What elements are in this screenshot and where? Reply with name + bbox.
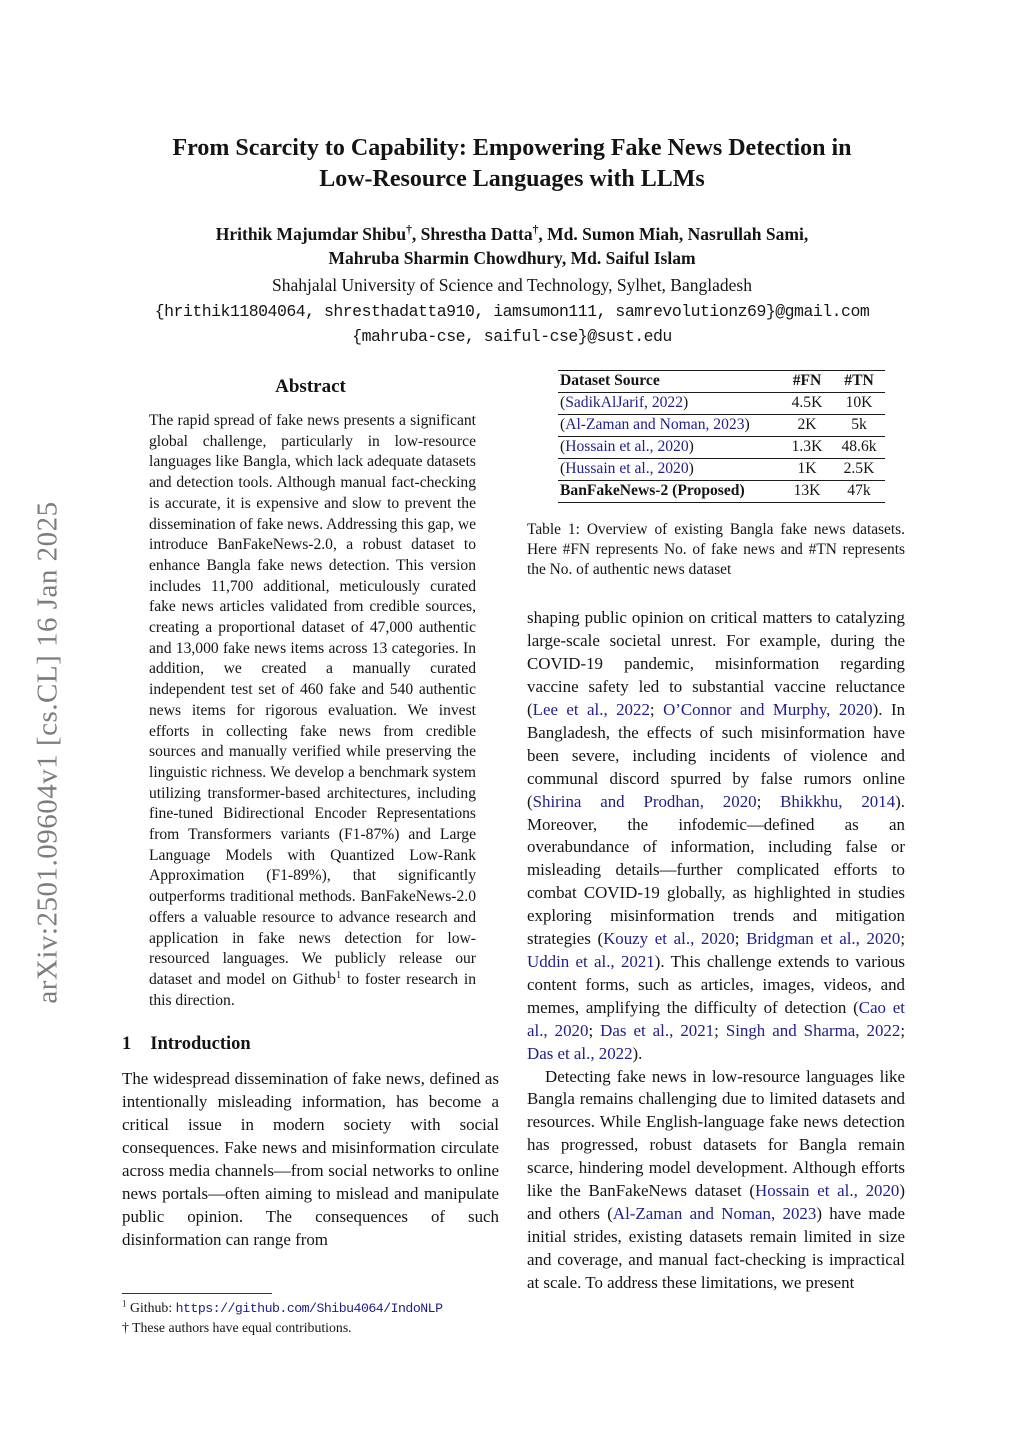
section-number: 1: [122, 1034, 132, 1055]
dataset-source-cell: (Hussain et al., 2020): [560, 460, 694, 477]
fn-cell: 13K: [793, 482, 821, 499]
paper-title-line1: From Scarcity to Capability: Empowering Fake News Detection in: [172, 135, 852, 161]
citation-link[interactable]: Al-Zaman and Noman, 2023: [565, 416, 745, 433]
citation-link[interactable]: Hussain et al., 2020: [565, 460, 689, 477]
tn-cell: 47k: [847, 482, 871, 499]
column-header-tn: #TN: [844, 372, 874, 389]
citation-link[interactable]: Kouzy et al., 2020: [603, 929, 735, 949]
paper-title: [0, 133, 1024, 195]
citation-link[interactable]: Shirina and Prodhan, 2020: [532, 791, 757, 811]
github-url-link[interactable]: https://github.com/Shibu4064/IndoNLP: [175, 1301, 443, 1316]
table-row: [558, 393, 885, 415]
right-column: [527, 370, 905, 1295]
text-segment: ). Moreover, the infodemic—defined as an overabundance of information, including false or misleading details—further complicated efforts to combat COVID-19 globally, as highlighted in studies exploring misinformation trends and mitigation strategies (: [527, 791, 905, 949]
author-list: [0, 222, 1024, 270]
left-column: [122, 372, 499, 1252]
text-segment: Detecting fake news in low-resource languages like Bangla remains challenging due to limited datasets and resources. While English-language fake news detection has progressed, robust datasets for Bangla remain scarce, hindering model development. Although efforts like the BanFakeNews dataset (: [527, 1066, 905, 1201]
citation-link[interactable]: Uddin et al., 2021: [527, 951, 655, 971]
text-segment: ). In Bangladesh, the effects of such misinformation have been severe, including incidents of violence and communal discord spurred by false rumors online (: [527, 700, 906, 811]
citation-link[interactable]: Hossain et al., 2020: [565, 438, 689, 455]
citation-link[interactable]: Cao et al., 2020: [527, 997, 905, 1040]
tn-cell: 48.6k: [841, 438, 877, 455]
citation-link[interactable]: Bridgman et al., 2020: [746, 929, 901, 949]
abstract-text: [149, 411, 476, 1011]
paper-header: [0, 133, 1024, 349]
superscript-marker: †: [406, 224, 412, 237]
text-segment: to foster research in this direction.: [149, 970, 477, 1009]
superscript-marker: 1: [122, 1298, 127, 1309]
datasets-table: [558, 370, 885, 503]
dataset-source-cell: (Hossain et al., 2020): [560, 438, 694, 455]
text-segment: ;: [734, 929, 747, 949]
section-heading-introduction: [122, 1034, 499, 1055]
arxiv-watermark: arXiv:2501.09604v1 [cs.CL] 16 Jan 2025: [31, 501, 64, 1004]
column-header-dataset-source: Dataset Source: [560, 372, 660, 389]
fn-cell: 1.3K: [791, 438, 823, 455]
superscript-marker: †: [532, 224, 539, 237]
text-segment: ).: [632, 1043, 643, 1063]
author-line-2: Mahruba Sharmin Chowdhury, Md. Saiful Islam: [328, 248, 696, 268]
table-caption: Table 1: Overview of existing Bangla fake news datasets. Here #FN represents No. of fake news and #TN represents the No. of authentic news dataset: [527, 521, 905, 578]
fn-cell: 1K: [797, 460, 817, 477]
tn-cell: 10K: [845, 394, 873, 411]
superscript-marker: 1: [335, 969, 342, 981]
fn-cell: 2K: [797, 416, 817, 433]
text-segment: shaping public opinion on critical matters to catalyzing large-scale societal unrest. For example, during the COVID-19 pandemic, misinformation regarding vaccine safety led to substantial vaccine reluctance (: [527, 608, 905, 720]
text-segment: Hrithik Majumdar Shibu: [215, 224, 407, 244]
citation-link[interactable]: Bhikkhu, 2014: [780, 791, 896, 811]
dataset-source-cell: (SadikAlJarif, 2022): [560, 394, 689, 411]
email-line-2: {mahruba-cse, saiful-cse}@sust.edu: [352, 327, 672, 346]
paper-title-line2: Low-Resource Languages with LLMs: [319, 166, 705, 192]
footnote-rule: [122, 1293, 272, 1294]
email-line-1: {hrithik11804064, shresthadatta910, iamsumon111, samrevolutionz69}@gmail.com: [154, 302, 870, 321]
text-segment: ;: [900, 929, 906, 949]
citation-link[interactable]: SadikAlJarif, 2022: [565, 394, 684, 411]
affiliation: Shahjalal University of Science and Technology, Sylhet, Bangladesh: [272, 275, 752, 295]
text-segment: ;: [900, 1020, 906, 1040]
column-header-fn: #FN: [792, 372, 822, 389]
body-paragraph-1: [527, 607, 905, 1065]
table-header-row: [558, 371, 885, 393]
abstract-heading: Abstract: [275, 376, 346, 397]
dataset-source-cell: BanFakeNews-2 (Proposed): [560, 482, 745, 499]
citation-link[interactable]: Singh and Sharma, 2022: [725, 1020, 901, 1040]
text-segment: , Shrestha Datta: [411, 224, 533, 244]
citation-link[interactable]: Hossain et al., 2020: [755, 1181, 900, 1201]
section-title: Introduction: [150, 1034, 251, 1055]
table-row: [558, 481, 885, 503]
table-row: [558, 437, 885, 459]
author-line-1: [0, 222, 1024, 246]
citation-link[interactable]: Das et al., 2021: [600, 1020, 715, 1040]
author-emails: [0, 299, 1024, 349]
table-row: [558, 459, 885, 481]
table-row: [558, 415, 885, 437]
text-segment: ;: [756, 791, 781, 811]
body-paragraph-2: [527, 1066, 905, 1295]
text-segment: , Md. Sumon Miah, Nasrullah Sami,: [538, 224, 809, 244]
text-segment: Github:: [126, 1300, 176, 1315]
introduction-paragraph: The widespread dissemination of fake news, defined as intentionally misleading information, has become a critical issue in modern society with social consequences. Fake news and misinformation circulate across media channels—from social networks to online news portals—often aiming to mislead and manipulate public opinion. The consequences of such disinformation can range from: [122, 1069, 499, 1249]
text-segment: ). This challenge extends to various content forms, such as articles, images, videos, and memes, amplifying the difficulty of detection (: [527, 951, 905, 1017]
dataset-source-cell: (Al-Zaman and Noman, 2023): [560, 416, 750, 433]
tn-cell: 5k: [851, 416, 867, 433]
text-segment: ;: [588, 1020, 601, 1040]
text-segment: ;: [649, 700, 664, 720]
datasets-table-body: [558, 393, 885, 503]
fn-cell: 4.5K: [791, 394, 823, 411]
citation-link[interactable]: Das et al., 2022: [527, 1043, 633, 1063]
text-segment: ) and others (: [527, 1181, 905, 1223]
footnote-github: [122, 1299, 499, 1319]
text-segment: The rapid spread of fake news presents a significant global challenge, particularly in low-resource languages like Bangla, which lack adequate datasets and detection tools. Although manual fact-checking is accurate, it is expensive and slow to prevent the dissemination of fake news. Addressing this gap, we introduce BanFakeNews-2.0, a robust dataset to enhance Bangla fake news detection. This version includes 11,700 additional, meticulously curated fake news articles validated from credible sources, creating a proportional dataset of 47,000 authentic and 13,000 fake news items across 13 categories. In addition, we created a manually curated independent test set of 460 fake and 540 authentic news items for rigorous evaluation. We invest efforts in collecting fake news from credible sources and manually verified while preserving the linguistic richness. We develop a benchmark system utilizing transformer-based architectures, including fine-tuned Bidirectional Encoder Representations from Transformers variants (F1-87%) and Large Language Models with Quantized Low-Rank Approximation (F1-89%), that significantly outperforms traditional methods. BanFakeNews-2.0 offers a valuable resource to advance research and application in fake news detection for low-resourced languages. We publicly release our dataset and model on Github: [149, 412, 476, 988]
footnote-block: [122, 1293, 499, 1337]
citation-link[interactable]: Al-Zaman and Noman, 2023: [612, 1203, 817, 1223]
text-segment: ) have made initial strides, existing datasets remain limited in size and coverage, and manual fact-checking is impractical at scale. To address these limitations, we present: [527, 1203, 905, 1292]
text-segment: ;: [714, 1020, 726, 1040]
citation-link[interactable]: O’Connor and Murphy, 2020: [663, 700, 873, 720]
tn-cell: 2.5K: [843, 460, 875, 477]
citation-link[interactable]: Lee et al., 2022: [532, 700, 650, 720]
footnote-equal-contribution: † These authors have equal contributions.: [122, 1319, 352, 1335]
